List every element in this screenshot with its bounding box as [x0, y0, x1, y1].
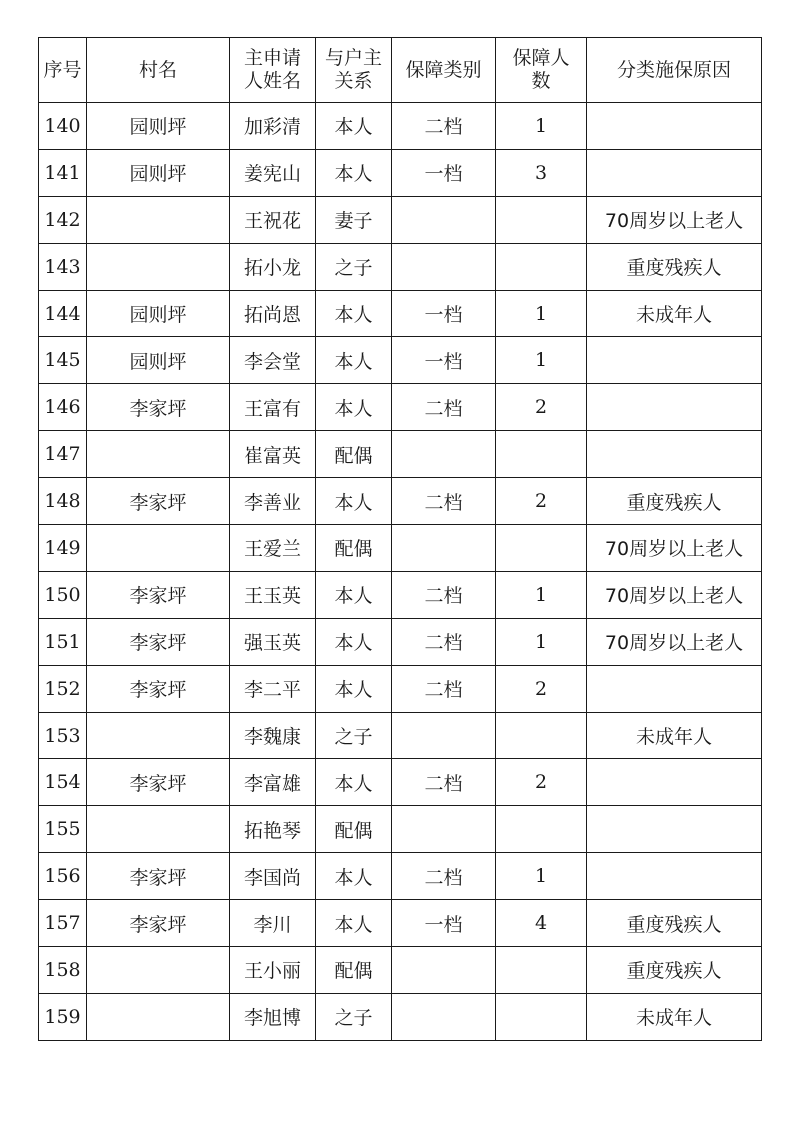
header-seq: 序号	[39, 38, 87, 103]
cell-reason: 70周岁以上老人	[587, 571, 762, 618]
cell-applicant-name: 王爱兰	[230, 525, 316, 572]
cell-relation: 本人	[316, 103, 392, 150]
table-row	[39, 431, 762, 478]
cell-village: 李家坪	[87, 478, 230, 525]
cell-seq: 148	[39, 478, 87, 525]
cell-reason: 重度残疾人	[587, 478, 762, 525]
table-row	[39, 384, 762, 431]
cell-count: 3	[496, 149, 587, 196]
cell-count: 2	[496, 759, 587, 806]
cell-count	[496, 525, 587, 572]
cell-applicant-name: 李会堂	[230, 337, 316, 384]
cell-seq: 150	[39, 571, 87, 618]
cell-reason	[587, 759, 762, 806]
table-row	[39, 525, 762, 572]
cell-relation: 本人	[316, 384, 392, 431]
cell-applicant-name: 李国尚	[230, 853, 316, 900]
cell-village: 李家坪	[87, 665, 230, 712]
cell-seq: 142	[39, 196, 87, 243]
header-village: 村名	[87, 38, 230, 103]
table-row	[39, 149, 762, 196]
cell-category: 二档	[392, 853, 496, 900]
cell-relation: 本人	[316, 149, 392, 196]
table-row	[39, 618, 762, 665]
cell-count	[496, 806, 587, 853]
cell-applicant-name: 拓尚恩	[230, 290, 316, 337]
table-row	[39, 900, 762, 947]
cell-seq: 152	[39, 665, 87, 712]
cell-applicant-name: 强玉英	[230, 618, 316, 665]
cell-relation: 本人	[316, 337, 392, 384]
table-row	[39, 947, 762, 994]
table-header-row	[39, 38, 762, 103]
cell-village: 李家坪	[87, 571, 230, 618]
header-relation: 与户主关系	[316, 38, 392, 103]
cell-count: 1	[496, 853, 587, 900]
cell-count: 1	[496, 337, 587, 384]
cell-seq: 147	[39, 431, 87, 478]
cell-relation: 之子	[316, 243, 392, 290]
cell-relation: 配偶	[316, 947, 392, 994]
cell-relation: 本人	[316, 290, 392, 337]
cell-village: 园则坪	[87, 337, 230, 384]
cell-applicant-name: 加彩清	[230, 103, 316, 150]
cell-seq: 149	[39, 525, 87, 572]
table-row	[39, 196, 762, 243]
cell-category: 一档	[392, 149, 496, 196]
cell-category: 一档	[392, 900, 496, 947]
cell-relation: 之子	[316, 993, 392, 1040]
cell-village: 李家坪	[87, 759, 230, 806]
cell-count: 2	[496, 478, 587, 525]
cell-count	[496, 243, 587, 290]
table-row	[39, 571, 762, 618]
cell-category	[392, 243, 496, 290]
cell-village	[87, 806, 230, 853]
cell-seq: 156	[39, 853, 87, 900]
cell-count	[496, 712, 587, 759]
cell-reason	[587, 337, 762, 384]
cell-applicant-name: 崔富英	[230, 431, 316, 478]
cell-applicant-name: 李二平	[230, 665, 316, 712]
cell-relation: 本人	[316, 665, 392, 712]
cell-relation: 本人	[316, 759, 392, 806]
cell-category: 二档	[392, 618, 496, 665]
cell-village: 李家坪	[87, 384, 230, 431]
cell-category	[392, 431, 496, 478]
cell-village: 李家坪	[87, 900, 230, 947]
cell-relation: 本人	[316, 853, 392, 900]
cell-applicant-name: 拓艳琴	[230, 806, 316, 853]
cell-count: 2	[496, 384, 587, 431]
cell-reason	[587, 103, 762, 150]
table-row	[39, 993, 762, 1040]
cell-category: 二档	[392, 103, 496, 150]
cell-relation: 妻子	[316, 196, 392, 243]
cell-reason	[587, 384, 762, 431]
cell-reason: 70周岁以上老人	[587, 196, 762, 243]
cell-seq: 145	[39, 337, 87, 384]
cell-village	[87, 431, 230, 478]
cell-reason	[587, 149, 762, 196]
cell-reason: 重度残疾人	[587, 900, 762, 947]
cell-reason: 未成年人	[587, 712, 762, 759]
cell-village: 园则坪	[87, 290, 230, 337]
cell-relation: 本人	[316, 900, 392, 947]
header-count: 保障人数	[496, 38, 587, 103]
cell-seq: 155	[39, 806, 87, 853]
cell-count	[496, 196, 587, 243]
cell-applicant-name: 王祝花	[230, 196, 316, 243]
cell-category	[392, 712, 496, 759]
cell-category	[392, 196, 496, 243]
table-row	[39, 243, 762, 290]
cell-reason	[587, 665, 762, 712]
cell-category	[392, 947, 496, 994]
cell-category: 二档	[392, 384, 496, 431]
cell-reason: 未成年人	[587, 993, 762, 1040]
cell-applicant-name: 李旭博	[230, 993, 316, 1040]
header-category: 保障类别	[392, 38, 496, 103]
cell-count: 1	[496, 571, 587, 618]
cell-reason: 70周岁以上老人	[587, 618, 762, 665]
cell-category: 二档	[392, 665, 496, 712]
cell-category	[392, 993, 496, 1040]
cell-village: 李家坪	[87, 618, 230, 665]
table-row	[39, 103, 762, 150]
cell-relation: 之子	[316, 712, 392, 759]
cell-seq: 151	[39, 618, 87, 665]
cell-applicant-name: 姜宪山	[230, 149, 316, 196]
cell-relation: 本人	[316, 618, 392, 665]
table-row	[39, 478, 762, 525]
cell-reason	[587, 806, 762, 853]
cell-reason: 重度残疾人	[587, 947, 762, 994]
cell-applicant-name: 李富雄	[230, 759, 316, 806]
cell-seq: 143	[39, 243, 87, 290]
cell-seq: 158	[39, 947, 87, 994]
cell-relation: 配偶	[316, 806, 392, 853]
cell-applicant-name: 王富有	[230, 384, 316, 431]
table-row	[39, 853, 762, 900]
table-row	[39, 337, 762, 384]
cell-count	[496, 947, 587, 994]
table-row	[39, 665, 762, 712]
cell-applicant-name: 王小丽	[230, 947, 316, 994]
cell-seq: 153	[39, 712, 87, 759]
table-row	[39, 759, 762, 806]
cell-reason: 重度残疾人	[587, 243, 762, 290]
cell-village	[87, 993, 230, 1040]
cell-count: 1	[496, 103, 587, 150]
table-row	[39, 290, 762, 337]
cell-relation: 本人	[316, 478, 392, 525]
table-body	[39, 103, 762, 1041]
cell-applicant-name: 李善业	[230, 478, 316, 525]
cell-seq: 154	[39, 759, 87, 806]
cell-reason	[587, 853, 762, 900]
cell-relation: 本人	[316, 571, 392, 618]
cell-village	[87, 196, 230, 243]
cell-village: 园则坪	[87, 149, 230, 196]
cell-category: 一档	[392, 290, 496, 337]
cell-seq: 157	[39, 900, 87, 947]
cell-village	[87, 947, 230, 994]
beneficiary-table	[38, 37, 762, 1041]
cell-category	[392, 525, 496, 572]
cell-village: 李家坪	[87, 853, 230, 900]
cell-applicant-name: 王玉英	[230, 571, 316, 618]
cell-reason: 未成年人	[587, 290, 762, 337]
cell-category	[392, 806, 496, 853]
cell-seq: 144	[39, 290, 87, 337]
cell-category: 二档	[392, 759, 496, 806]
cell-category: 二档	[392, 571, 496, 618]
cell-village	[87, 525, 230, 572]
cell-count: 2	[496, 665, 587, 712]
cell-count: 1	[496, 618, 587, 665]
cell-seq: 146	[39, 384, 87, 431]
cell-relation: 配偶	[316, 525, 392, 572]
cell-category: 二档	[392, 478, 496, 525]
table-row	[39, 712, 762, 759]
cell-applicant-name: 李川	[230, 900, 316, 947]
cell-reason: 70周岁以上老人	[587, 525, 762, 572]
cell-category: 一档	[392, 337, 496, 384]
cell-count	[496, 431, 587, 478]
cell-seq: 141	[39, 149, 87, 196]
cell-applicant-name: 李魏康	[230, 712, 316, 759]
table-row	[39, 806, 762, 853]
cell-seq: 140	[39, 103, 87, 150]
cell-seq: 159	[39, 993, 87, 1040]
cell-count: 4	[496, 900, 587, 947]
header-reason: 分类施保原因	[587, 38, 762, 103]
header-applicant: 主申请人姓名	[230, 38, 316, 103]
cell-village	[87, 712, 230, 759]
cell-village: 园则坪	[87, 103, 230, 150]
cell-village	[87, 243, 230, 290]
cell-relation: 配偶	[316, 431, 392, 478]
cell-applicant-name: 拓小龙	[230, 243, 316, 290]
cell-count: 1	[496, 290, 587, 337]
cell-reason	[587, 431, 762, 478]
cell-count	[496, 993, 587, 1040]
